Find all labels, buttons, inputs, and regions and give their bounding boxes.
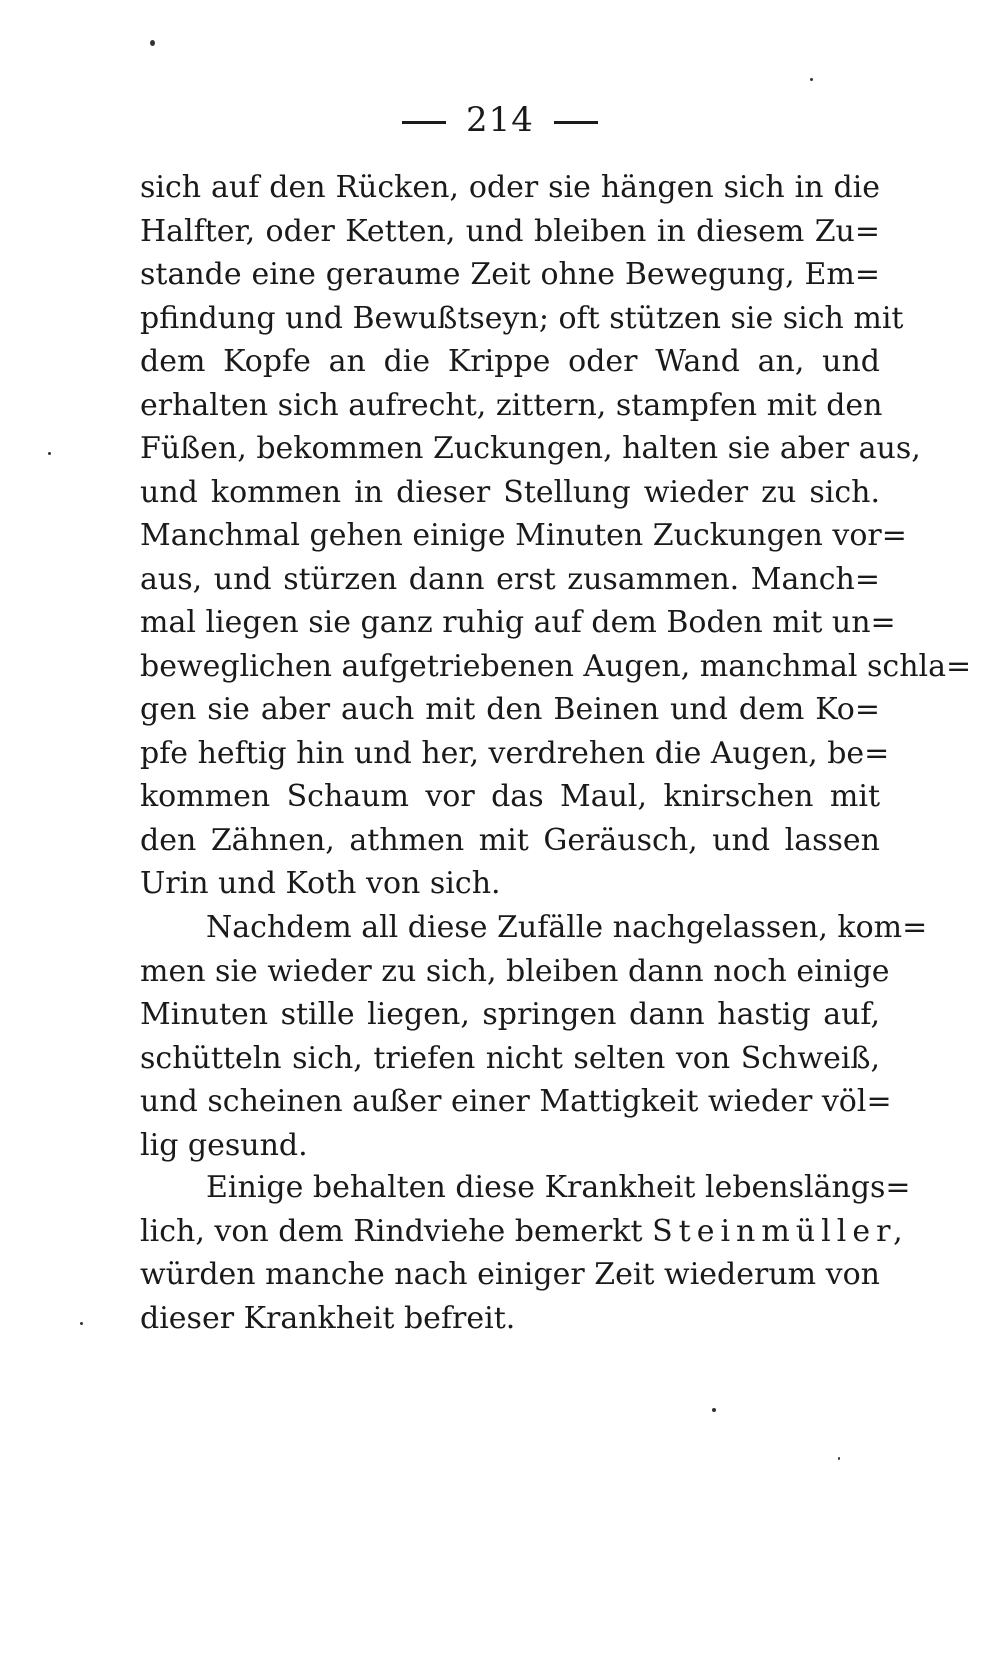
text-line: Halfter, oder Ketten, und bleiben in diesem Zu=: [140, 213, 880, 249]
text-line: lig gesund.: [140, 1127, 308, 1163]
spaced-author-name: Steinmüller,: [652, 1213, 909, 1249]
paragraph-1: [140, 166, 972, 906]
text-line: Minuten stille liegen, springen dann hastig auf,: [140, 997, 880, 1032]
text-line: Urin und Koth von sich.: [140, 866, 501, 901]
text-line: sich auf den Rücken, oder sie hängen sich in die: [140, 170, 880, 205]
text-line: dem Kopfe an die Krippe oder Wand an, und: [140, 344, 880, 379]
text-line: beweglichen aufgetriebenen Augen, manchmal schla=: [140, 648, 972, 684]
text-line: und scheinen außer einer Mattigkeit wieder völ=: [140, 1084, 892, 1119]
scan-speck: [810, 78, 813, 81]
text-line: schütteln sich, triefen nicht selten von Schweiß,: [140, 1040, 880, 1076]
page-header: [0, 100, 1000, 140]
scan-speck: [838, 1457, 840, 1460]
scan-speck: [712, 1408, 716, 1412]
text-line: pfe heftig hin und her, verdrehen die Augen, be=: [140, 735, 890, 771]
text-line: Einige behalten diese Krankheit lebenslängs=: [206, 1170, 911, 1205]
paragraph-3: [140, 1166, 911, 1340]
text-line: stande eine geraume Zeit ohne Bewegung, Em=: [140, 257, 880, 292]
paragraph-2: [140, 906, 928, 1167]
text-line: Nachdem all diese Zufälle nachgelassen, kom=: [206, 910, 928, 945]
page-number: 214: [466, 100, 534, 140]
text-line: würden manche nach einiger Zeit wiederum von: [140, 1257, 880, 1292]
header-dash-right: [554, 121, 598, 124]
text-line: [140, 1210, 909, 1254]
text-line: erhalten sich aufrecht, zittern, stampfen mit den: [140, 387, 883, 423]
scan-speck: [48, 452, 51, 455]
text-line: den Zähnen, athmen mit Geräusch, und lassen: [140, 822, 880, 858]
text-line: kommen Schaum vor das Maul, knirschen mit: [140, 779, 880, 814]
text-line: gen sie aber auch mit den Beinen und dem Ko=: [140, 692, 880, 727]
text-segment: lich, von dem Rindviehe bemerkt: [140, 1213, 643, 1249]
text-line: aus, und stürzen dann erst zusammen. Manch=: [140, 561, 880, 597]
text-line: Füßen, bekommen Zuckungen, halten sie aber aus,: [140, 431, 921, 466]
text-line: Manchmal gehen einige Minuten Zuckungen vor=: [140, 518, 907, 553]
text-line: pfindung und Bewußtseyn; oft stützen sie sich mit: [140, 300, 904, 336]
header-dash-left: [402, 121, 446, 124]
scan-speck: [80, 1322, 83, 1325]
scan-speck: [150, 40, 155, 46]
text-line: und kommen in dieser Stellung wieder zu sich.: [140, 474, 880, 510]
text-line: dieser Krankheit befreit.: [140, 1300, 516, 1336]
text-line: mal liegen sie ganz ruhig auf dem Boden mit un=: [140, 605, 896, 640]
text-line: men sie wieder zu sich, bleiben dann noch einige: [140, 953, 890, 989]
